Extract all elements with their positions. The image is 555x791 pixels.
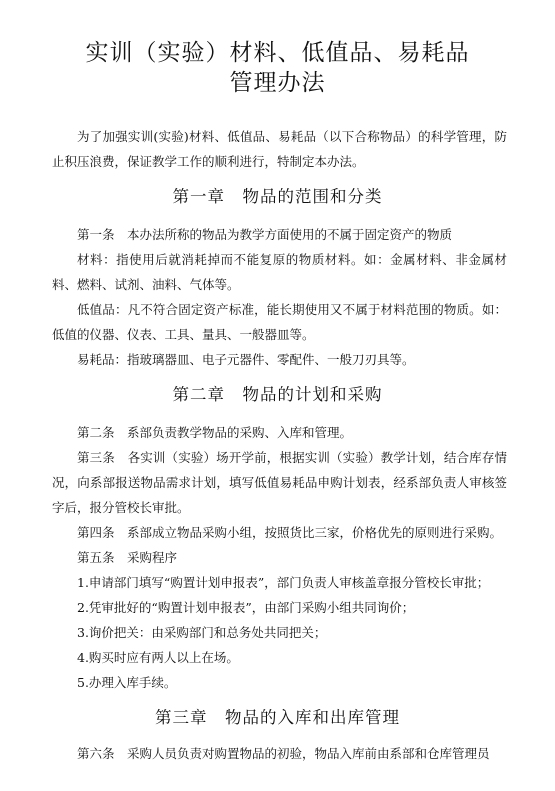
consumables-definition: 易耗品：指玻璃器皿、电子元器件、零配件、一般刀刃具等。 [77,352,415,367]
procedure-step-5: 5.办理入库手续。 [77,675,177,690]
title-line-2: 管理办法 [229,70,326,96]
procedure-step-3: 3.询价把关：由采购部门和总务处共同把关； [77,625,327,640]
article-6: 第六条 采购人员负责对购置物品的初验，物品入库前由系部和仓库管理员 [77,746,490,761]
article-2: 第二条 系部负责教学物品的采购、入库和管理。 [77,425,353,440]
chapter-3-heading: 第三章 物品的入库和出库管理 [155,708,400,727]
title-line-1: 实训（实验）材料、低值品、易耗品 [85,40,470,66]
document-title [0,0,555,98]
chapter-1-heading: 第一章 物品的范围和分类 [172,187,383,206]
article-3: 第三条 各实训（实验）场开学前，根据实训（实验）教学计划，结合库存情况，向系部报送物品需求计划，填写低值易耗品申购计划表，经系部负责人审核签字后，报分管校长审批。 [52,450,507,515]
low-value-definition: 低值品：凡不符合固定资产标准，能长期使用又不属于材料范围的物质。如：低值的仪器、仪表、工具、量具、一般器皿等。 [52,302,507,342]
intro-paragraph: 为了加强实训(实验)材料、低值品、易耗品（以下合称物品）的科学管理，防止积压浪费，保证教学工作的顺利进行，特制定本办法。 [52,129,507,169]
article-4: 第四条 系部成立物品采购小组，按照货比三家，价格优先的原则进行采购。 [77,525,503,540]
procedure-step-4: 4.购买时应有两人以上在场。 [77,650,239,665]
article-5: 第五条 采购程序 [77,550,178,565]
procedure-step-1: 1.申请部门填写“购置计划申报表”，部门负责人审核盖章报分管校长审批； [77,575,490,590]
materials-definition: 材料：指使用后就消耗掉而不能复原的物质材料。如：金属材料、非金属材料、燃料、试剂、油料、气体等。 [52,252,507,292]
procedure-step-2: 2.凭审批好的“购置计划申报表”，由部门采购小组共同询价； [77,600,415,615]
article-1: 第一条 本办法所称的物品为教学方面使用的不属于固定资产的物质 [77,227,453,242]
chapter-2-heading: 第二章 物品的计划和采购 [172,385,383,404]
